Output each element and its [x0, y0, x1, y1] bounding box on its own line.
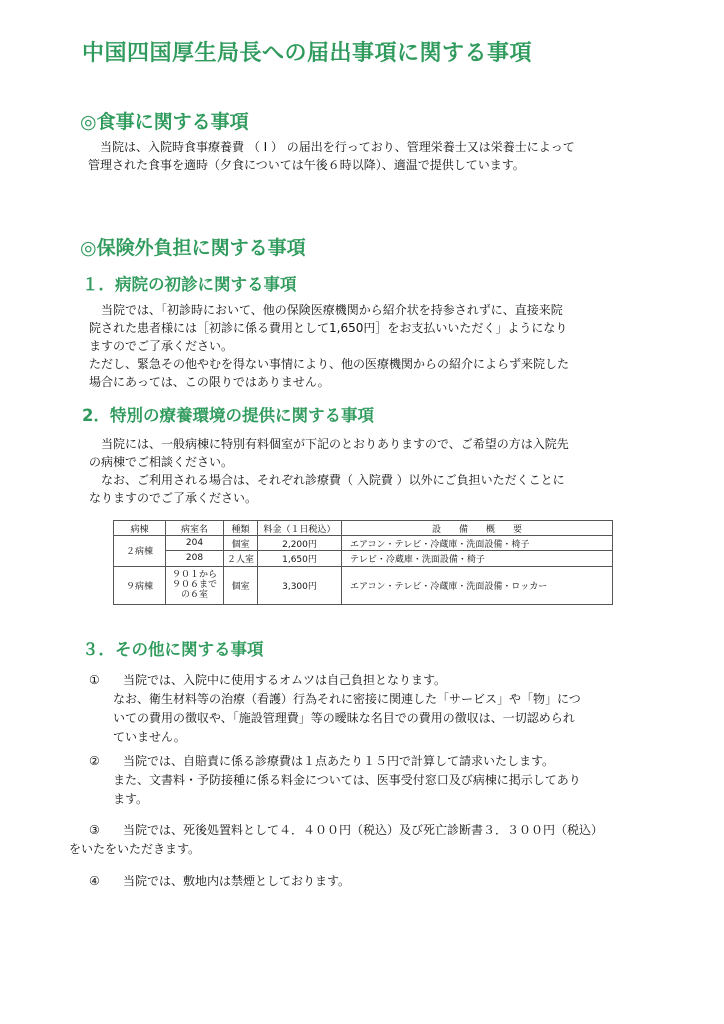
- item-line: また、文書料・予防接種に係る料金については、医事受付窓口及び病棟に掲示してあり: [113, 773, 581, 787]
- type-cell: 個室: [224, 566, 258, 604]
- item-line: ていません。: [113, 730, 186, 744]
- special-room-line-3: なお、ご利用される場合は、それぞれ診療費（ 入院費 ）以外にご負担いただくことに: [101, 473, 565, 487]
- other-item-3: [69, 821, 629, 859]
- room-cell: [166, 566, 224, 604]
- item-first-line: 当院では、入院中に使用するオムツは自己負担となります。: [123, 673, 447, 687]
- col-header-fee: 料金（１日税込）: [258, 521, 342, 536]
- initial-visit-paragraph: [89, 301, 629, 391]
- initial-visit-heading: １．病院の初診に関する事項: [82, 275, 297, 294]
- fee-cell: 2,200円: [258, 536, 342, 551]
- col-header-type: 種類: [224, 521, 258, 536]
- page-title: 中国四国厚生局長への届出事項に関する事項: [82, 41, 533, 66]
- meal-paragraph: [88, 138, 648, 174]
- meal-heading: ◎食事に関する事項: [80, 111, 249, 133]
- item-number: ①: [89, 673, 100, 687]
- special-room-line-2: の病棟でご相談ください。: [89, 455, 234, 469]
- table-row: [114, 551, 613, 566]
- special-room-line-1: 当院には、一般病棟に特別有料個室が下記のとおりありますので、ご希望の方は入院先: [101, 437, 569, 451]
- col-header-equipment: 設 備 概 要: [342, 521, 613, 536]
- item-first-line: 当院では、敷地内は禁煙としております。: [123, 874, 351, 888]
- other-item-4: [89, 872, 629, 891]
- initial-visit-line-5: 場合にあっては、この限りではありません。: [89, 375, 330, 389]
- equipment-cell: エアコン・テレビ・冷蔵庫・洗面設備・椅子: [342, 536, 613, 551]
- initial-visit-line-4: ただし、緊急その他やむを得ない事情により、他の医療機関からの紹介によらず来院した: [89, 357, 570, 371]
- item-number: ③: [89, 823, 100, 837]
- ward-cell: ２病棟: [114, 536, 166, 566]
- room-cell-line: の６室: [180, 590, 208, 601]
- initial-visit-line-3: ますのでご了承ください。: [89, 339, 234, 353]
- table-row: [114, 536, 613, 551]
- equipment-cell: エアコン・テレビ・冷蔵庫・洗面設備・ロッカー: [342, 566, 613, 604]
- fee-cell: 3,300円: [258, 566, 342, 604]
- item-line: いての費用の徴収や、「施設管理費」等の曖昧な名目での費用の徴収は、一切認められ: [113, 711, 575, 725]
- col-header-room: 病室名: [166, 521, 224, 536]
- room-cell-line: ９０６まで: [171, 580, 217, 591]
- item-line: をいたをいただきます。: [69, 842, 201, 856]
- room-cell: 204: [166, 536, 224, 551]
- room-cell: 208: [166, 551, 224, 566]
- item-line: ます。: [113, 792, 149, 806]
- special-room-paragraph: [89, 435, 629, 507]
- item-first-line: 当院では、自賠責に係る診療費は１点あたり１５円で計算して請求いたします。: [123, 754, 555, 768]
- room-cell-line: ９０１から: [171, 570, 217, 581]
- initial-visit-line-2: 院された患者様には［初診に係る費用として1,650円］をお支払いいただく」ようになり: [89, 321, 568, 335]
- item-line: なお、衛生材料等の治療（看護）行為それに密接に関連した「サービス」や「物」につ: [113, 692, 581, 706]
- other-heading: ３．その他に関する事項: [82, 640, 264, 659]
- type-cell: 個室: [224, 536, 258, 551]
- item-number: ②: [89, 754, 100, 768]
- equipment-cell: テレビ・冷蔵庫・洗面設備・椅子: [342, 551, 613, 566]
- col-header-ward: 病棟: [114, 521, 166, 536]
- table-header-row: [114, 521, 613, 536]
- room-fee-table: [113, 520, 613, 605]
- initial-visit-line-1: 当院では、「初診時において、他の保険医療機関から紹介状を持参されずに、直接来院: [101, 303, 563, 317]
- table-row: [114, 566, 613, 604]
- special-room-heading: 2．特別の療養環境の提供に関する事項: [82, 406, 374, 425]
- meal-line-1: 当院は、入院時食事療養費 （ Ⅰ ） の届出を行っており、管理栄養士又は栄養士によって: [100, 140, 575, 154]
- item-first-line: 当院では、死後処置料として４．４００円（税込）及び死亡診断書３．３００円（税込）: [123, 823, 604, 837]
- special-room-line-4: なりますのでご了承ください。: [89, 491, 258, 505]
- fee-cell: 1,650円: [258, 551, 342, 566]
- item-number: ④: [89, 874, 100, 888]
- other-item-1: [89, 671, 629, 747]
- meal-line-2: 管理された食事を適時（夕食については午後６時以降）、適温で提供しています。: [88, 158, 525, 172]
- type-cell: ２人室: [224, 551, 258, 566]
- extra-cost-heading: ◎保険外負担に関する事項: [80, 237, 306, 259]
- ward-cell: ９病棟: [114, 566, 166, 604]
- other-item-2: [89, 752, 629, 809]
